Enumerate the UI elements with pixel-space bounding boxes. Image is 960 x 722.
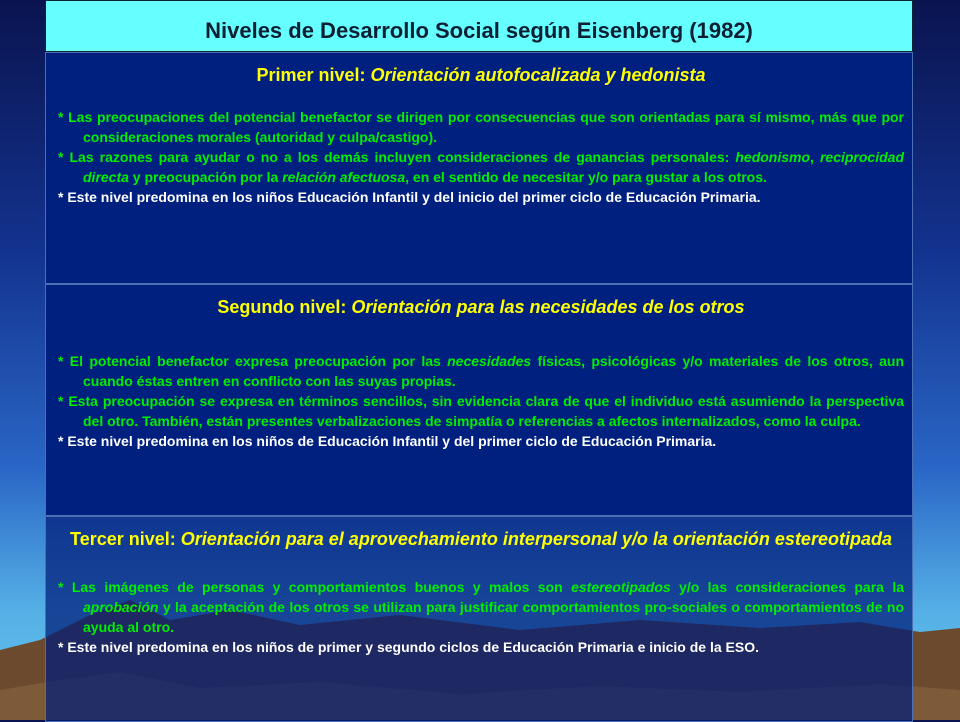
bullet-paragraph: [58, 577, 904, 637]
paragraph-text: ,: [810, 149, 820, 165]
bullet-paragraph: [58, 107, 904, 147]
section-heading: [58, 63, 904, 87]
section-heading-prefix: Primer nivel:: [256, 65, 371, 85]
section-primer-nivel: [45, 52, 913, 284]
paragraph-text-italic: estereotipados: [571, 579, 671, 595]
paragraph-text-italic: reciprocidad directa: [83, 149, 904, 185]
section-heading-italic: Orientación autofocalizada y hedonista: [370, 65, 706, 85]
section-tercer-nivel: [45, 516, 913, 722]
paragraph-text: físicas, psicológicas y/o materiales de los otros, aun cuando éstas entren en conflicto con las suyas propias.: [83, 353, 904, 389]
paragraph-text: * Las imágenes de personas y comportamientos buenos y malos son: [58, 579, 572, 595]
bullet-paragraph: [58, 391, 904, 431]
paragraph-text: * Este nivel predomina en los niños de Educación Infantil y del primer ciclo de Educación Primaria.: [58, 433, 717, 449]
section-segundo-nivel: [45, 284, 913, 516]
paragraph-text: y la aceptación de los otros se utilizan para justificar comportamientos pro-sociales o comportamientos de no ayuda al otro.: [83, 599, 904, 635]
paragraph-text: * Este nivel predomina en los niños de primer y segundo ciclos de Educación Primaria e inicio de la ESO.: [58, 639, 759, 655]
bullet-paragraph: [58, 187, 904, 207]
slide: [45, 0, 913, 720]
paragraph-text: y preocupación por la: [128, 169, 283, 185]
paragraph-text: * El potencial benefactor expresa preocupación por las: [58, 353, 448, 369]
section-heading: [58, 527, 904, 551]
section-heading: [58, 295, 904, 319]
section-heading-italic: Orientación para el aprovechamiento interpersonal y/o la orientación estereotipada: [180, 529, 892, 549]
paragraph-text-italic: hedonismo: [735, 149, 811, 165]
paragraph-text-italic: aprobación: [83, 599, 159, 615]
bullet-paragraph: [58, 147, 904, 187]
paragraph-text: * Este nivel predomina en los niños Educación Infantil y del inicio del primer ciclo de Educación Primaria.: [58, 189, 761, 205]
section-heading-prefix: Segundo nivel:: [217, 297, 352, 317]
bullet-paragraph: [58, 637, 904, 657]
bullet-paragraph: [58, 431, 904, 451]
paragraph-text: * Las preocupaciones del potencial benefactor se dirigen por consecuencias que son orientadas para sí mismo, más que por consideraciones morales (autoridad y culpa/castigo).: [58, 109, 904, 145]
section-heading-italic: Orientación para las necesidades de los otros: [351, 297, 745, 317]
paragraph-text-italic: relación afectuosa: [282, 169, 406, 185]
paragraph-text: * Esta preocupación se expresa en términos sencillos, sin evidencia clara de que el individuo está asumiendo la perspectiva del otro. También, están presentes verbalizaciones de simpatía o referencias a afectos internalizados, como la culpa.: [58, 393, 904, 429]
paragraph-text: * Las razones para ayudar o no a los demás incluyen consideraciones de ganancias personales:: [58, 149, 736, 165]
paragraph-text: , en el sentido de necesitar y/o para gustar a los otros.: [405, 169, 767, 185]
section-heading-prefix: Tercer nivel:: [70, 529, 181, 549]
slide-title: Niveles de Desarrollo Social según Eisenberg (1982): [45, 0, 913, 52]
bullet-paragraph: [58, 351, 904, 391]
paragraph-text-italic: necesidades: [447, 353, 532, 369]
paragraph-text: y/o las consideraciones para la: [670, 579, 904, 595]
